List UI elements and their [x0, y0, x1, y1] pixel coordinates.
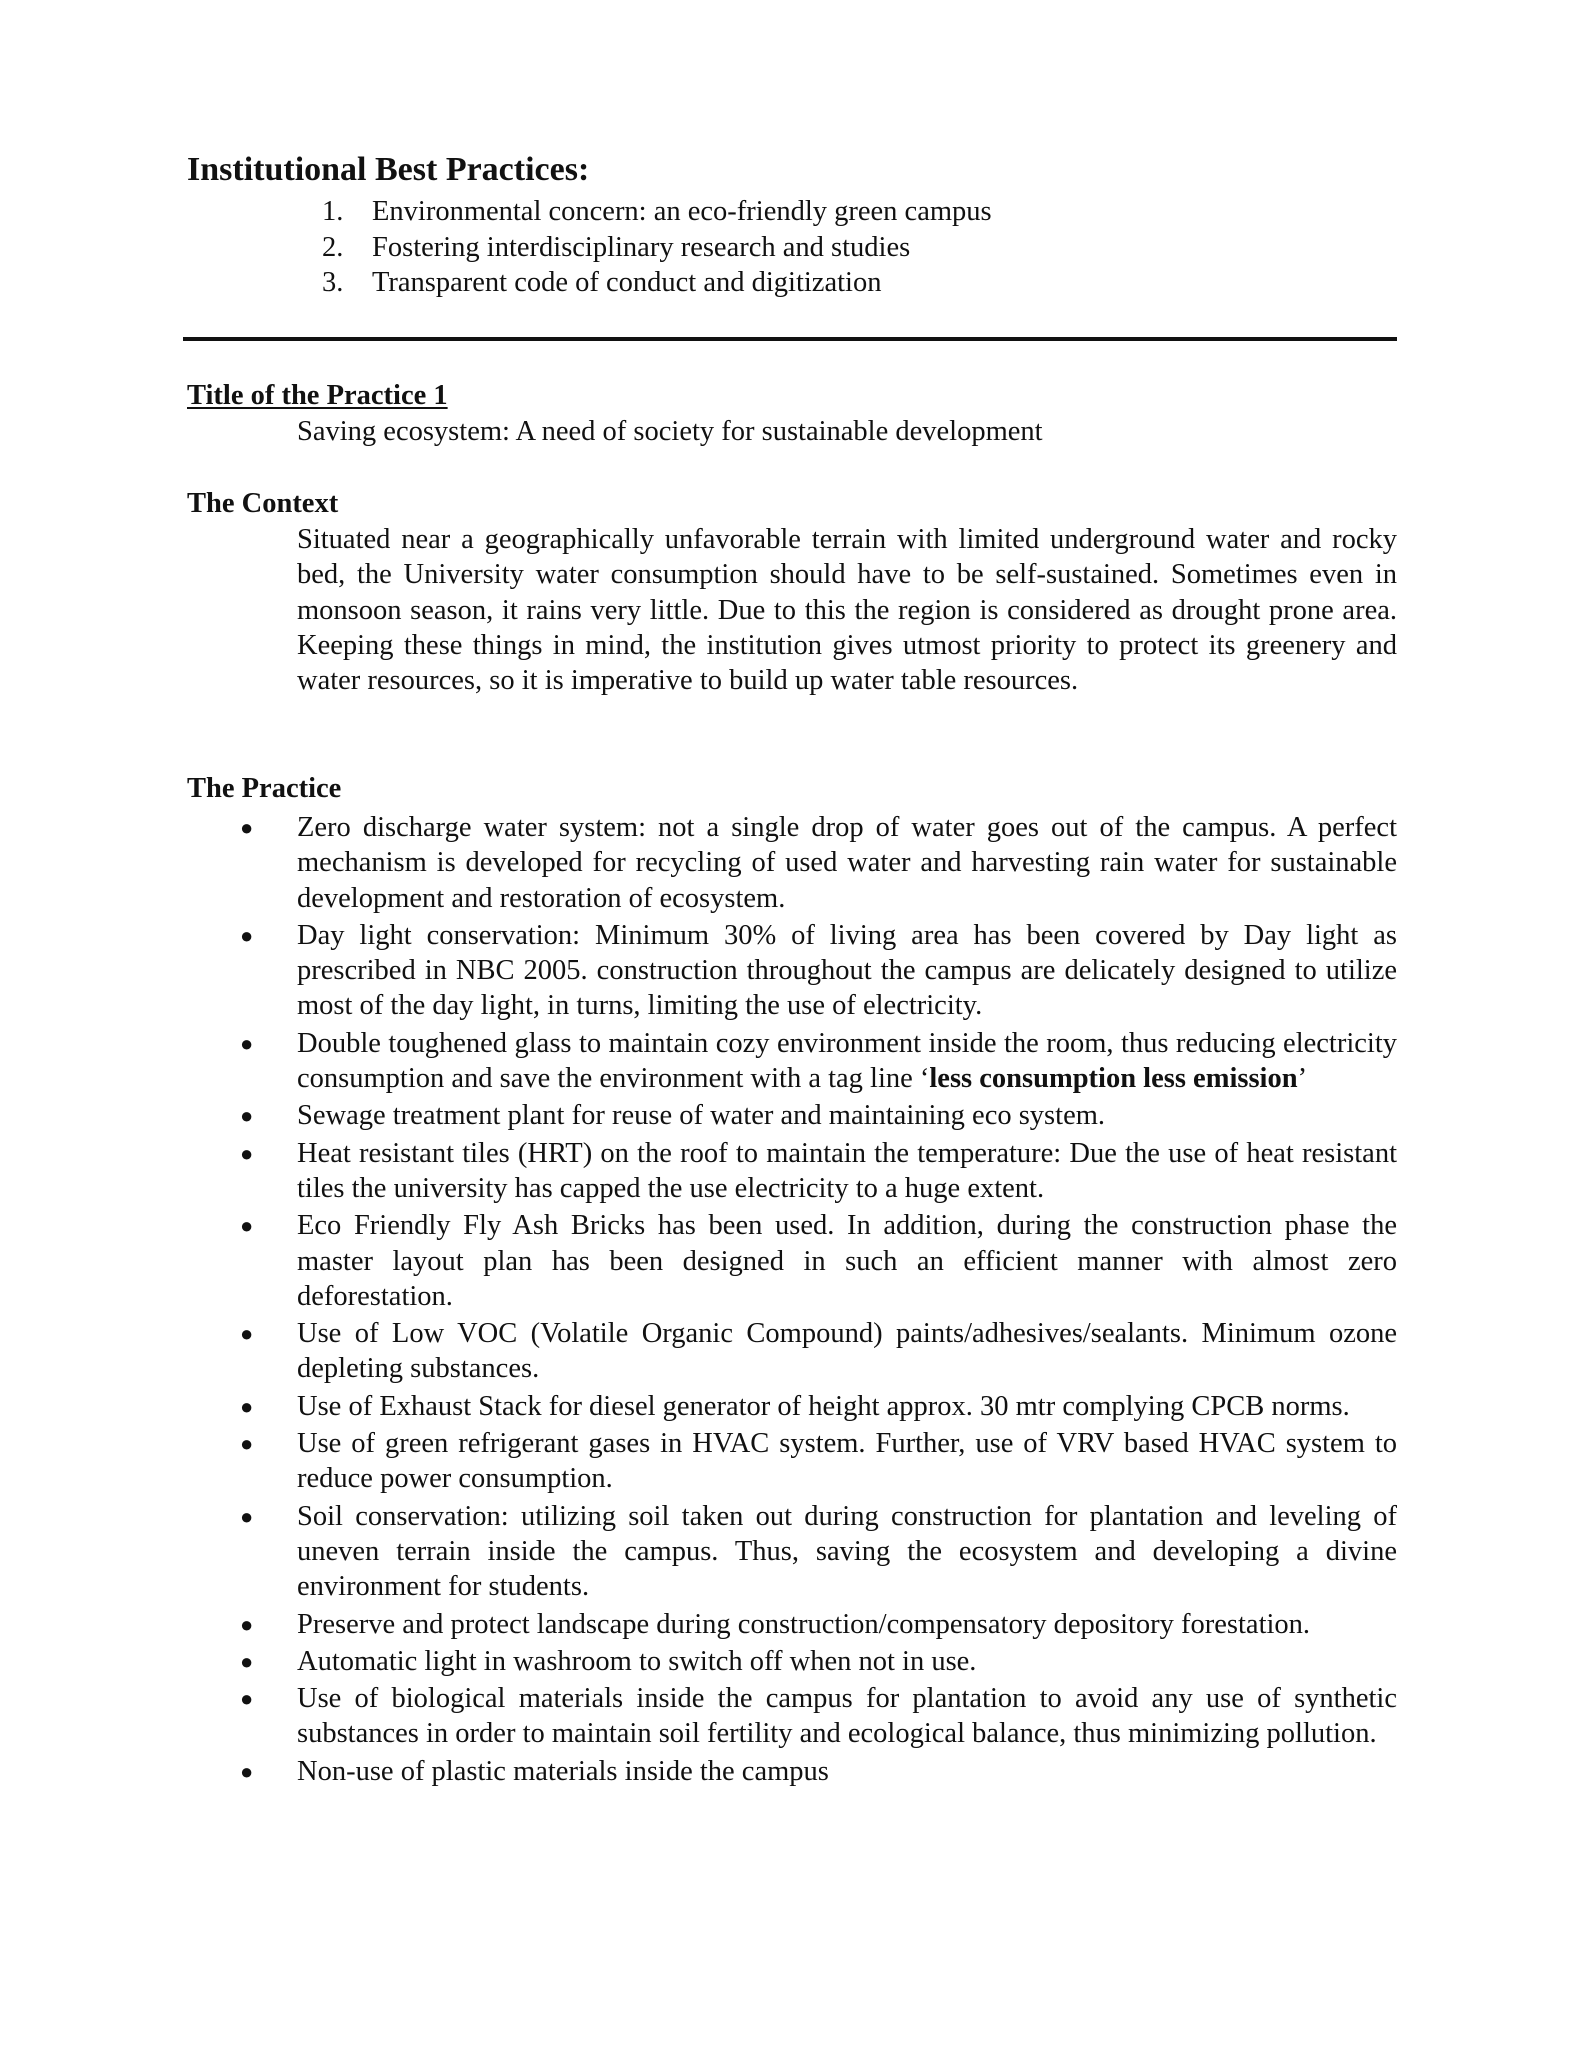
- list-item: [240, 1098, 1397, 1133]
- item-text-main: Soil conservation: utilizing soil taken out during construction for plantation and leveling of uneven terrain inside the campus. Thus, saving the ecosystem and developing a divine environment for students.: [297, 1500, 1397, 1603]
- bullet-icon: ●: [240, 1103, 254, 1129]
- list-item: [240, 1208, 1397, 1314]
- bullet-icon: ●: [240, 1503, 254, 1529]
- context-heading: The Context: [187, 488, 339, 519]
- item-text: [297, 1136, 1397, 1207]
- item-text: [297, 1426, 1397, 1497]
- bullet-icon: ●: [240, 1611, 254, 1637]
- item-text-main: Non-use of plastic materials inside the campus: [297, 1755, 829, 1787]
- item-text-main: Sewage treatment plant for reuse of water and maintaining eco system.: [297, 1100, 1106, 1132]
- bullet-icon: ●: [240, 815, 254, 840]
- item-text-main: Eco Friendly Fly Ash Bricks has been used. In addition, during the construction phase the master layout plan has been designed in such an efficient manner with almost zero deforestation.: [297, 1210, 1397, 1312]
- bullet-icon: ●: [240, 1393, 254, 1419]
- list-item: [240, 1136, 1397, 1207]
- practice-heading: Title of the Practice 1: [187, 380, 448, 411]
- practice-section-heading: The Practice: [187, 773, 342, 804]
- item-text-main: Preserve and protect landscape during construction/compensatory depository forestation.: [297, 1608, 1311, 1640]
- item-text: [297, 1098, 1397, 1133]
- list-item: [240, 1389, 1397, 1424]
- list-item: [240, 1499, 1397, 1605]
- item-text: [297, 1754, 1397, 1789]
- item-text: [297, 1644, 1397, 1679]
- item-text: [297, 810, 1397, 916]
- list-item: [240, 810, 1397, 916]
- list-item: [240, 1026, 1397, 1097]
- bullet-icon: ●: [240, 922, 254, 948]
- horizontal-divider: [183, 337, 1397, 341]
- practice-title: Saving ecosystem: A need of society for sustainable development: [297, 416, 1043, 447]
- list-item: [240, 1316, 1397, 1387]
- item-text: Environmental concern: an eco-friendly green campus: [372, 196, 992, 227]
- item-text: Transparent code of conduct and digitization: [372, 267, 882, 298]
- bullet-icon: ●: [240, 1648, 254, 1674]
- context-paragraph: Situated near a geographically unfavorable terrain with limited underground water and rocky bed, the University water consumption should have to be self-sustained. Sometimes even in monsoon season, it rains very little. Due to this the region is considered as drought prone area. Keeping these things in mind, the institution gives utmost priority to protect its greenery and water resources, so it is imperative to build up water table resources.: [297, 524, 1397, 697]
- bullet-icon: ●: [240, 1213, 254, 1239]
- item-text: [297, 1607, 1397, 1642]
- item-number: 2.: [322, 231, 344, 263]
- list-item: [240, 1754, 1397, 1789]
- item-text: [297, 1026, 1397, 1097]
- item-text-main: Day light conservation: Minimum 30% of living area has been covered by Day light as prescribed in NBC 2005. construction throughout the campus are delicately designed to utilize most of the day light, in turns, limiting the use of electricity.: [297, 919, 1397, 1022]
- item-text-main: Automatic light in washroom to switch off when not in use.: [297, 1645, 977, 1677]
- item-text: [297, 1681, 1397, 1752]
- list-item: [322, 265, 1222, 301]
- item-text-after: ’: [1297, 1063, 1308, 1095]
- item-text: Fostering interdisciplinary research and studies: [372, 231, 911, 263]
- item-text-main: Use of Low VOC (Volatile Organic Compound) paints/adhesives/sealants. Minimum ozone depleting substances.: [297, 1318, 1397, 1385]
- item-text: [297, 1316, 1397, 1387]
- list-item: [322, 194, 1222, 230]
- bullet-icon: ●: [240, 1758, 254, 1784]
- item-text-main: Use of biological materials inside the campus for plantation to avoid any use of synthetic substances in order to maintain soil fertility and ecological balance, thus minimizing pollution.: [297, 1683, 1397, 1750]
- item-number: 3.: [322, 267, 344, 298]
- list-item: [322, 230, 1222, 266]
- item-number: 1.: [322, 196, 344, 227]
- bullet-icon: ●: [240, 1431, 254, 1457]
- list-item: [240, 1644, 1397, 1679]
- page-title: Institutional Best Practices:: [187, 151, 590, 188]
- item-text: [297, 918, 1397, 1024]
- bullet-icon: ●: [240, 1140, 254, 1166]
- item-text-main: Zero discharge water system: not a single drop of water goes out of the campus. A perfect mechanism is developed for recycling of used water and harvesting rain water for sustainable development and restoration of ecosystem.: [297, 812, 1397, 914]
- item-text-main: Heat resistant tiles (HRT) on the roof to maintain the temperature: Due the use of heat resistant tiles the university has capped the use electricity to a huge extent.: [297, 1137, 1397, 1204]
- item-text-main: Double toughened glass to maintain cozy environment inside the room, thus reducing electricity consumption and save the environment with a tag line ‘: [297, 1027, 1397, 1095]
- item-text: [297, 1389, 1397, 1424]
- bullet-icon: ●: [240, 1321, 254, 1347]
- item-text: [297, 1499, 1397, 1605]
- bullet-icon: ●: [240, 1686, 254, 1712]
- list-item: [240, 918, 1397, 1024]
- list-item: [240, 1607, 1397, 1642]
- practices-overview-list: [322, 194, 1222, 301]
- list-item: [240, 1426, 1397, 1497]
- bullet-icon: ●: [240, 1030, 254, 1056]
- item-text-main: Use of Exhaust Stack for diesel generator of height approx. 30 mtr complying CPCB norms.: [297, 1390, 1350, 1422]
- practice-bullet-list: [240, 810, 1397, 1791]
- item-text-bold: less consumption less emission: [929, 1063, 1298, 1095]
- item-text-main: Use of green refrigerant gases in HVAC system. Further, use of VRV based HVAC system to reduce power consumption.: [297, 1428, 1397, 1495]
- item-text: [297, 1208, 1397, 1314]
- list-item: [240, 1681, 1397, 1752]
